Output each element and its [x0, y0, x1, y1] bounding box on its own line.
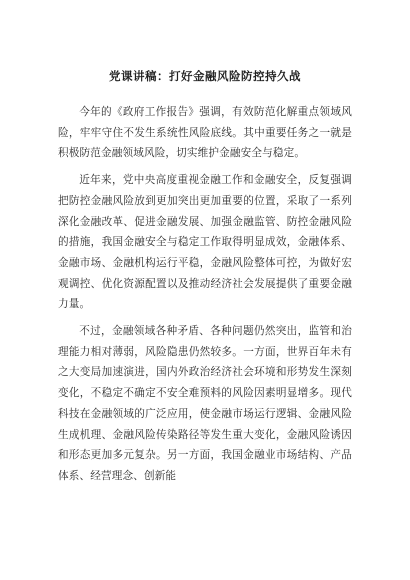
paragraph-3: 不过，金融领域各种矛盾、各种问题仍然突出，监管和治理能力相对薄弱，风险隐患仍然较多。一方面，世界百年未有之大变局加速演进，国内外政治经济社会环境和形势发生深刻变化，不稳定不确定不安全难预料的风险因素明显增多。现代科技在金融领域的广泛应用，使金融市场运行逻辑、金融风险生成机理、金融风险传染路径等发生重大变化，金融风险诱因和形态更加多元复杂。另一方面，我国金融业市场结构、产品体系、经营理念、创新能 — [58, 325, 352, 482]
paragraph-2: 近年来，党中央高度重视金融工作和金融安全，反复强调把防控金融风险放到更加突出更加重要的位置，采取了一系列深化金融改革、促进金融发展、加强金融监管、防控金融风险的措施，我国金融安全与稳定工作取得明显成效，金融体系、金融市场、金融机构运行平稳，金融风险整体可控，为做好宏观调控、优化资源配置以及推动经济社会发展提供了重要金融力量。 — [58, 174, 352, 311]
paragraph-1: 今年的《政府工作报告》强调，有效防范化解重点领域风险，牢牢守住不发生系统性风险底线。其中重要任务之一就是积极防范金融领域风险，切实维护金融安全与稳定。 — [58, 106, 352, 160]
document-title: 党课讲稿：打好金融风险防控持久战 — [109, 69, 301, 83]
document-body — [58, 102, 352, 493]
